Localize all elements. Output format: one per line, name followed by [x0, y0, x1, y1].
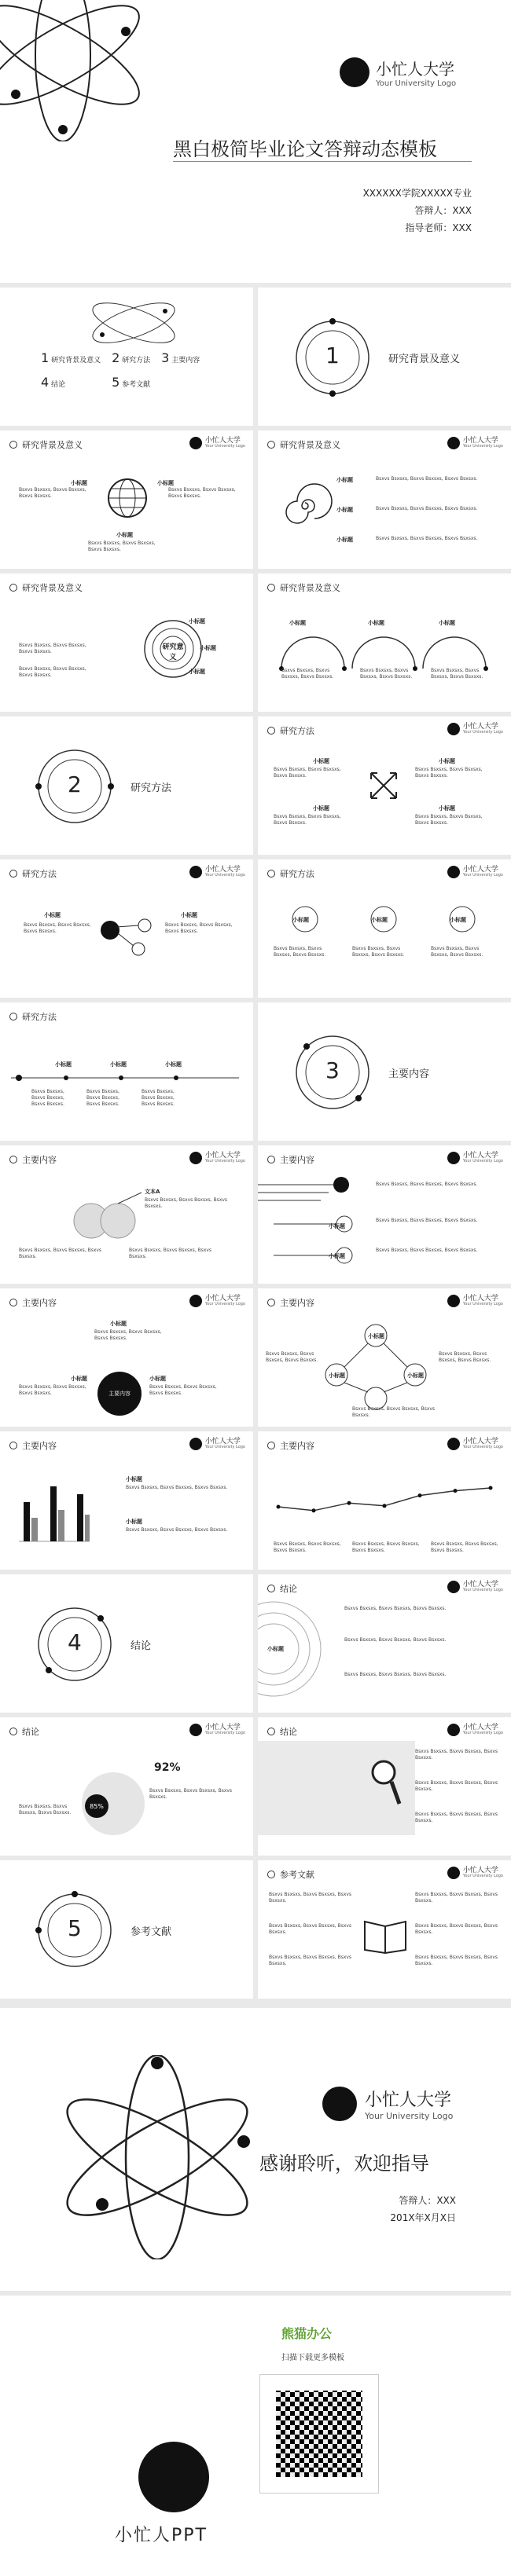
small-logo: 小忙人大学 Your University Logo — [447, 1581, 503, 1593]
section-number: 1 — [325, 343, 340, 368]
small-logo: 小忙人大学 Your University Logo — [189, 1724, 245, 1736]
cover-slide — [0, 0, 511, 283]
gear-icon — [9, 584, 17, 592]
gear-icon — [9, 870, 17, 878]
gear-icon — [9, 441, 17, 449]
section-number: 2 — [68, 771, 82, 797]
gear-icon — [267, 1156, 275, 1163]
gear-icon — [267, 1871, 275, 1878]
spiral-icon — [274, 475, 336, 537]
data-point-6 — [489, 1486, 493, 1490]
small-logo: 小忙人大学 Your University Logo — [447, 1295, 503, 1307]
section-title: 研究背景及意义 — [388, 354, 461, 365]
section-number: 4 — [68, 1629, 82, 1655]
section-number: 3 — [325, 1057, 340, 1083]
university-logo — [340, 57, 456, 88]
toc-item-4[interactable]: 4 结论 — [41, 375, 66, 390]
gear-icon — [267, 441, 275, 449]
bg-slide-spiral: 研究背景及意义 小忙人大学 Your University Logo 小标题 Bsxvs Bsxsxs, Bsxvs Bsxsxs, Bsxvs Bsxsxs. 小标题 Bsxvs Bsxsxs, Bsxvs Bsxsxs, Bsxvs Bsxsxs. 小标题 Bsxvs Bsxsxs, Bsxvs Bsxsxs, Bsxvs Bsxsxs. — [258, 431, 511, 569]
conclusion-slide-map: 结论 小忙人大学 Your University Logo Bsxvs Bsxsxs, Bsxvs Bsxsxs, Bsxvs Bsxsxs. Bsxvs Bsxsxs, Bsxvs Bsxsxs, Bsxvs Bsxsxs. Bsxvs Bsxsxs, Bsxvs Bsxsxs, Bsxvs Bsxsxs. — [258, 1717, 511, 1856]
toc-item-5[interactable]: 5 参考文献 — [112, 375, 151, 390]
bg-slide-target: 研究背景及意义 研究意义 小标题 小标题 小标题 Bsxvs Bsxsxs, Bsxvs Bsxsxs, Bsxvs Bsxsxs. Bsxvs Bsxsxs, Bsxvs Bsxsxs, Bsxvs Bsxsxs. — [0, 573, 253, 712]
data-point-1 — [312, 1508, 316, 1512]
logo-icon — [340, 57, 369, 87]
atom-graphic — [0, 0, 189, 141]
target-center-label: 研究意义 — [162, 643, 184, 661]
ending-slide — [0, 2008, 511, 2291]
gear-icon — [267, 1728, 275, 1735]
line-chart — [270, 1471, 498, 1534]
content-slide-center: 主要内容 小忙人大学 Your University Logo 主要内容 小标题 Bsxvs Bsxsxs, Bsxvs Bsxsxs, Bsxvs Bsxsxs. 小标题 Bsxvs Bsxsxs, Bsxvs Bsxsxs, Bsxvs Bsxsxs. 小标题 Bsxvs Bsxsxs, Bsxvs Bsxsxs, Bsxvs Bsxsxs. — [0, 1288, 253, 1427]
percent-92: 92% — [154, 1761, 181, 1774]
thanks-title: 感谢聆听，欢迎指导 — [259, 2153, 429, 2175]
gear-icon — [9, 1156, 17, 1163]
presenter: 答辩人：XXX — [399, 2195, 456, 2206]
small-logo: 小忙人大学 Your University Logo — [447, 437, 503, 449]
section-number: 5 — [68, 1915, 82, 1941]
refs-slide: 参考文献 小忙人大学 Your University Logo Bsxvs Bsxsxs, Bsxvs Bsxsxs, Bsxvs Bsxsxs. Bsxvs Bsxsxs, Bsxvs Bsxsxs, Bsxvs Bsxsxs. Bsxvs Bsxsxs, Bsxvs Bsxsxs, Bsxvs Bsxsxs. Bsxvs Bsxsxs, Bsxvs Bsxsxs, Bsxvs Bsxsxs. Bsxvs Bsxsxs, Bsxvs Bsxsxs, Bsxvs Bsxsxs. Bsxvs Bsxsxs, Bsxvs Bsxsxs, Bsxvs Bsxsxs. — [258, 1860, 511, 1999]
section-title: 参考文献 — [131, 1926, 172, 1938]
toc-item-3[interactable]: 3 主要内容 — [161, 350, 200, 365]
center-circle: 主要内容 — [97, 1372, 142, 1416]
brand-avatar — [138, 2442, 209, 2512]
advisor: 指导老师：XXX — [405, 222, 472, 233]
toc-item-1[interactable]: 1 研究背景及意义 — [41, 350, 101, 365]
small-logo: 小忙人大学 Your University Logo — [189, 866, 245, 878]
small-logo: 小忙人大学 Your University Logo — [447, 723, 503, 735]
small-logo: 小忙人大学 Your University Logo — [447, 1438, 503, 1450]
bg-slide-arcs: 研究背景及意义 小标题 小标题 小标题 Bsxvs Bsxsxs, Bsxvs Bsxsxs, Bsxvs Bsxsxs. Bsxvs Bsxsxs, Bsxvs Bsxsxs, Bsxvs Bsxsxs. Bsxvs Bsxsxs, Bsxvs Bsxsxs, Bsxvs Bsxsxs. — [258, 573, 511, 712]
gear-icon — [267, 1299, 275, 1306]
date: 201X年X月X日 — [390, 2212, 456, 2223]
small-logo: 小忙人大学 Your University Logo — [447, 866, 503, 878]
gear-icon — [267, 727, 275, 735]
logo-en: Your University Logo — [365, 2111, 454, 2121]
small-logo: 小忙人大学 Your University Logo — [189, 1295, 245, 1307]
section-title: 主要内容 — [388, 1068, 430, 1080]
scan-text: 扫描下载更多模板 — [281, 2354, 344, 2362]
logo-icon — [322, 2087, 357, 2121]
section-title: 结论 — [131, 1640, 152, 1652]
percent-85: 85% — [85, 1794, 108, 1818]
app-logo: 熊猫办公 — [281, 2326, 333, 2341]
bar-graphic — [11, 1471, 97, 1549]
method-slide-nodes: 研究方法 小忙人大学 Your University Logo 小标题 Bsxvs Bsxsxs, Bsxvs Bsxsxs, Bsxvs Bsxsxs. 小标题 Bsxvs Bsxsxs, Bsxvs Bsxsxs, Bsxvs Bsxsxs. — [0, 859, 253, 998]
book-icon — [362, 1915, 409, 1955]
content-slide-lines: 主要内容 小忙人大学 Your University Logo 小标题 小标题 Bsxvs Bsxsxs, Bsxvs Bsxsxs, Bsxvs Bsxsxs. Bsxvs Bsxsxs, Bsxvs Bsxsxs, Bsxvs Bsxsxs. Bsxvs Bsxsxs, Bsxvs Bsxsxs, Bsxvs Bsxsxs. — [258, 1145, 511, 1284]
university-logo — [322, 2087, 453, 2121]
conclusion-slide-rings: 结论 小忙人大学 Your University Logo 小标题 Bsxvs Bsxsxs, Bsxvs Bsxsxs, Bsxvs Bsxsxs. Bsxvs Bsxsxs, Bsxvs Bsxsxs, Bsxvs Bsxsxs. Bsxvs Bsxsxs, Bsxvs Bsxsxs, Bsxvs Bsxsxs. — [258, 1574, 511, 1713]
method-slide-timeline: 研究方法 小标题 小标题 小标题 Bsxvs Bsxsxs, Bsxvs Bsxsxs, Bsxvs Bsxsxs. Bsxvs Bsxsxs, Bsxvs Bsxsxs, Bsxvs Bsxsxs. Bsxvs Bsxsxs, Bsxvs Bsxsxs, Bsxvs Bsxsxs. — [0, 1002, 253, 1141]
toc-slide — [0, 288, 253, 426]
section-2-slide — [0, 716, 253, 855]
small-logo: 小忙人大学 Your University Logo — [447, 1724, 503, 1736]
section-title: 研究方法 — [131, 782, 172, 794]
promo-slide — [0, 2296, 511, 2576]
data-point-5 — [454, 1489, 458, 1493]
gear-icon — [267, 584, 275, 592]
gear-icon — [9, 1442, 17, 1449]
gear-icon — [267, 1442, 275, 1449]
method-slide-arrows: 研究方法 小忙人大学 Your University Logo 小标题 Bsxvs Bsxsxs, Bsxvs Bsxsxs, Bsxvs Bsxsxs. 小标题 Bsxvs Bsxsxs, Bsxvs Bsxsxs, Bsxvs Bsxsxs. 小标题 Bsxvs Bsxsxs, Bsxvs Bsxsxs, Bsxvs Bsxsxs. 小标题 Bsxvs Bsxsxs, Bsxvs Bsxsxs, Bsxvs Bsxsxs. — [258, 716, 511, 855]
small-logo: 小忙人大学 Your University Logo — [189, 1152, 245, 1164]
conclusion-slide-percent: 结论 小忙人大学 Your University Logo 85% 92% Bsxvs Bsxsxs, Bsxvs Bsxsxs, Bsxvs Bsxsxs. Bsxvs Bsxsxs, Bsxvs Bsxsxs, Bsxvs Bsxsxs. — [0, 1717, 253, 1856]
small-logo: 小忙人大学 Your University Logo — [189, 1438, 245, 1450]
brand-name: 小忙人PPT — [115, 2526, 208, 2545]
school: XXXXXX学院XXXXX专业 — [362, 188, 472, 199]
presenter: 答辩人：XXX — [414, 205, 472, 216]
gear-icon — [267, 1585, 275, 1592]
toc-item-2[interactable]: 2 研究方法 — [112, 350, 151, 365]
small-logo: 小忙人大学 Your University Logo — [447, 1867, 503, 1879]
gear-icon — [9, 1299, 17, 1306]
atom-graphic — [47, 2055, 283, 2259]
section-5-slide — [0, 1860, 253, 1999]
content-slide-bars: 主要内容 小忙人大学 Your University Logo 小标题 Bsxvs Bsxsxs, Bsxvs Bsxsxs, Bsxvs Bsxsxs. 小标题 Bsxvs Bsxsxs, Bsxvs Bsxsxs, Bsxvs Bsxsxs. — [0, 1431, 253, 1570]
method-slide-circles: 研究方法 小忙人大学 Your University Logo 小标题 小标题 小标题 Bsxvs Bsxsxs, Bsxvs Bsxsxs, Bsxvs Bsxsxs. Bsxvs Bsxsxs, Bsxvs Bsxsxs, Bsxvs Bsxsxs. Bsxvs Bsxsxs, Bsxvs Bsxsxs, Bsxvs Bsxsxs. — [258, 859, 511, 998]
data-point-4 — [418, 1493, 422, 1497]
gear-icon — [9, 1013, 17, 1021]
section-3-slide — [258, 1002, 511, 1141]
globe-icon — [104, 475, 151, 522]
logo-en: Your University Logo — [376, 79, 457, 88]
data-point-2 — [347, 1501, 351, 1505]
cover-title: 黑白极简毕业论文答辩动态模板 — [173, 138, 437, 160]
content-slide-line-chart: 主要内容 小忙人大学 Your University Logo Bsxvs Bsxsxs, Bsxvs Bsxsxs, Bsxvs Bsxsxs. Bsxvs Bsxsxs, Bsxvs Bsxsxs, Bsxvs Bsxsxs. Bsxvs Bsxsxs, Bsxvs Bsxsxs, Bsxvs Bsxsxs. — [258, 1431, 511, 1570]
content-slide-venn: 主要内容 小忙人大学 Your University Logo 文本A Bsxvs Bsxsxs, Bsxvs Bsxsxs, Bsxvs Bsxsxs. Bsxvs Bsxsxs, Bsxvs Bsxsxs, Bsxvs Bsxsxs. Bsxvs Bsxsxs, Bsxvs Bsxsxs, Bsxvs Bsxsxs. — [0, 1145, 253, 1284]
qr-code[interactable] — [259, 2374, 379, 2494]
content-slide-network: 主要内容 小忙人大学 Your University Logo 小标题 小标题 小标题 Bsxvs Bsxsxs, Bsxvs Bsxsxs, Bsxvs Bsxsxs. Bsxvs Bsxsxs, Bsxvs Bsxsxs, Bsxvs Bsxsxs. Bsxvs Bsxsxs, Bsxvs Bsxsxs, Bsxvs Bsxsxs. — [258, 1288, 511, 1427]
section-1-slide — [258, 288, 511, 426]
gear-icon — [267, 870, 275, 878]
expand-arrows-icon — [368, 770, 399, 801]
magnifier-icon — [368, 1757, 407, 1812]
logo-cn: 小忙人大学 — [365, 2090, 452, 2110]
gear-icon — [9, 1728, 17, 1735]
small-logo: 小忙人大学 Your University Logo — [189, 437, 245, 449]
bg-slide-globe: 研究背景及意义 小忙人大学 Your University Logo 小标题 小标题 小标题 Bsxvs Bsxsxs, Bsxvs Bsxsxs, Bsxvs Bsxsxs. Bsxvs Bsxsxs, Bsxvs Bsxsxs, Bsxvs Bsxsxs. Bsxvs Bsxsxs, Bsxvs Bsxsxs, Bsxvs Bsxsxs. — [0, 431, 253, 569]
logo-cn: 小忙人大学 — [376, 60, 454, 79]
section-4-slide — [0, 1574, 253, 1713]
data-point-3 — [383, 1504, 387, 1508]
small-logo: 小忙人大学 Your University Logo — [447, 1152, 503, 1164]
data-point-0 — [277, 1505, 281, 1509]
